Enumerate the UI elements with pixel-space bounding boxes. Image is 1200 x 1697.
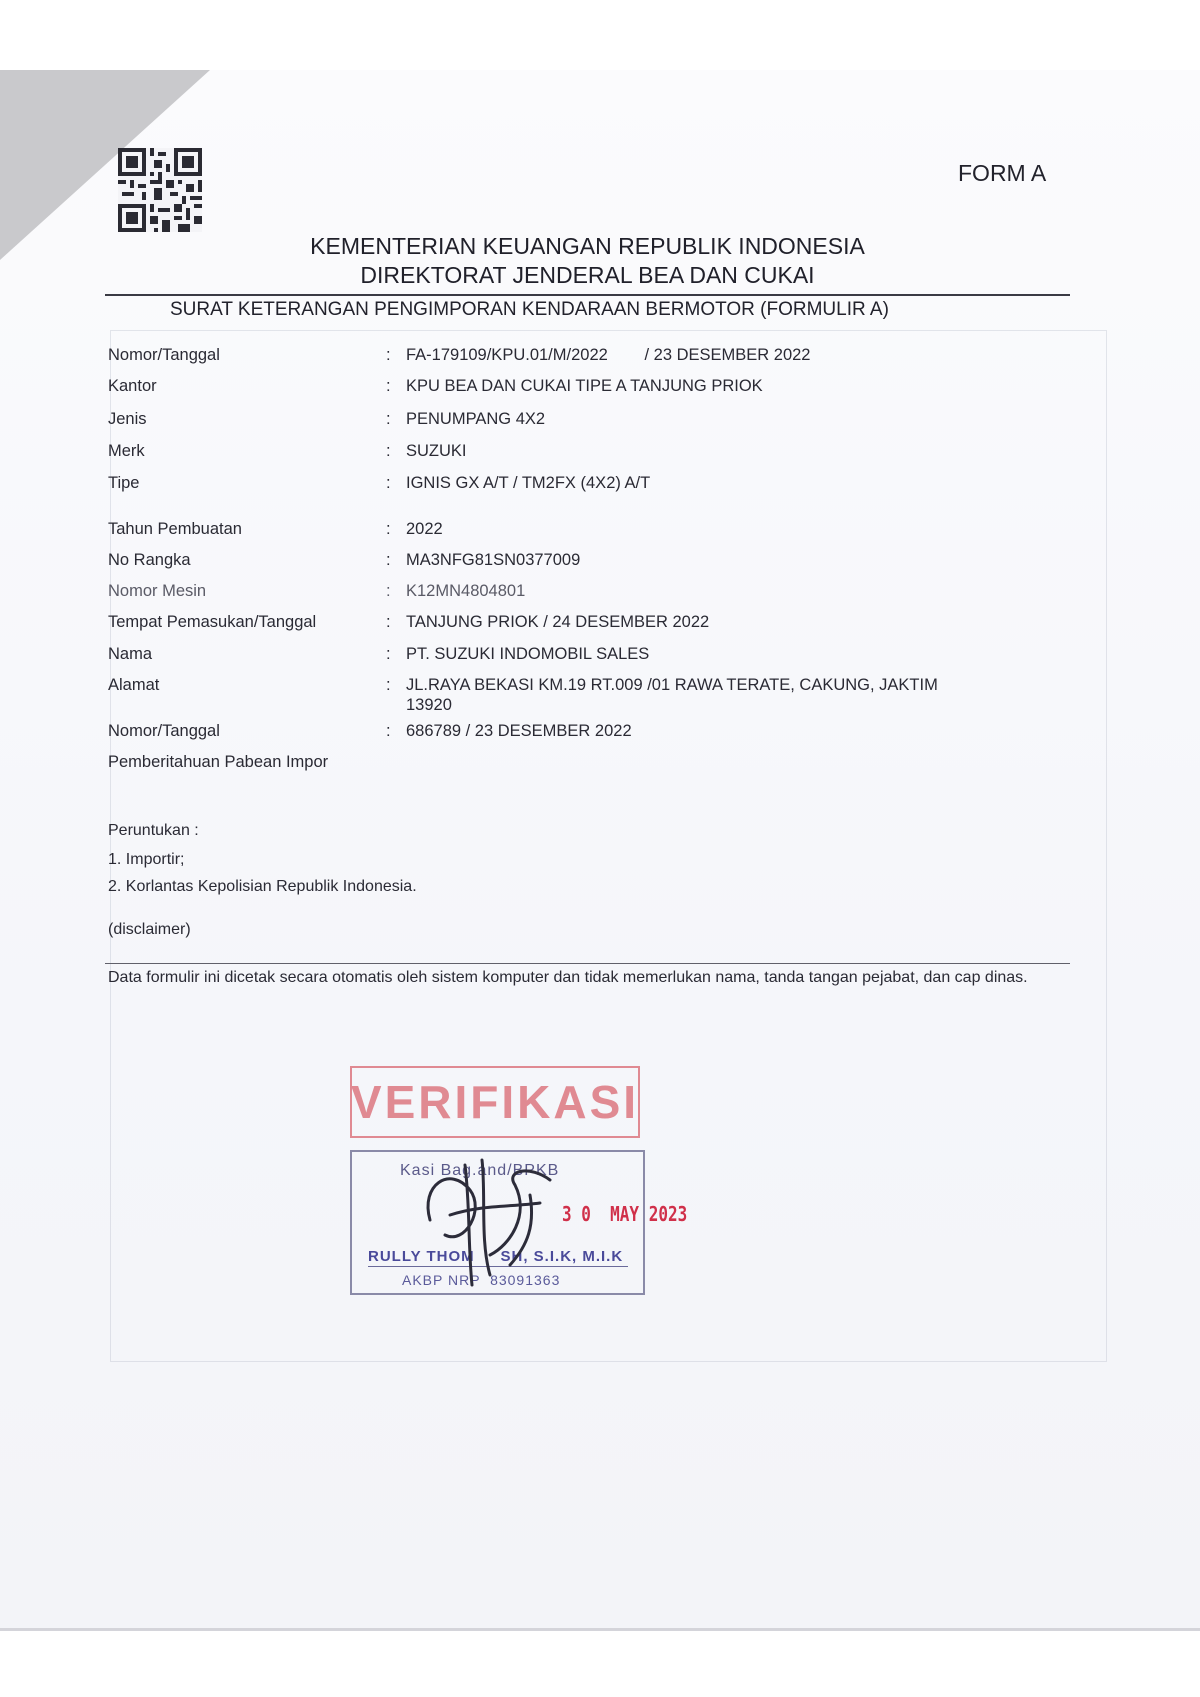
disclaimer-label: (disclaimer) xyxy=(108,921,191,938)
field-value: PT. SUZUKI INDOMOBIL SALES xyxy=(406,645,650,663)
field-label: Tempat Pemasukan/Tanggal xyxy=(108,613,317,631)
ministry-heading: KEMENTERIAN KEUANGAN REPUBLIK INDONESIA xyxy=(310,233,865,259)
field-value: FA-179109/KPU.01/M/2022 / 23 DESEMBER 2022 xyxy=(406,346,811,364)
field-value: JL.RAYA BEKASI KM.19 RT.009 /01 RAWA TERATE, CAKUNG, JAKTIM xyxy=(406,676,938,694)
verification-stamp: VERIFIKASI xyxy=(350,1066,640,1138)
handwritten-signature-icon xyxy=(410,1145,570,1295)
purpose-heading: Peruntukan : xyxy=(108,822,199,839)
field-value: SUZUKI xyxy=(406,442,467,460)
form-id-label: FORM A xyxy=(958,160,1047,186)
qr-code-icon xyxy=(118,148,202,232)
field-value: TANJUNG PRIOK / 24 DESEMBER 2022 xyxy=(406,613,710,631)
field-label: Nomor/Tanggal xyxy=(108,346,220,364)
field-label: Nama xyxy=(108,645,153,663)
document-title: SURAT KETERANGAN PENGIMPORAN KENDARAAN BERMOTOR (FORMULIR A) xyxy=(170,299,889,320)
field-label: Jenis xyxy=(108,410,147,428)
stamp-rank-nrp: AKBP NRP 83091363 xyxy=(402,1272,561,1288)
field-label: Tipe xyxy=(108,474,140,492)
field-label: Nomor Mesin xyxy=(108,582,207,600)
field-label: Kantor xyxy=(108,377,157,395)
field-value-continued: 13920 xyxy=(406,696,452,714)
stamp-date: 3 0 MAY 2023 xyxy=(562,1202,688,1226)
field-value: 686789 / 23 DESEMBER 2022 xyxy=(406,722,632,740)
disclaimer-divider xyxy=(105,963,1070,964)
disclaimer-text: Data formulir ini dicetak secara otomatis oleh sistem komputer dan tidak memerlukan nama, tanda tangan pejabat, dan cap dinas. xyxy=(108,969,1028,986)
field-label: No Rangka xyxy=(108,551,191,569)
purpose-item: 1. Importir; xyxy=(108,851,185,868)
purpose-item: 2. Korlantas Kepolisian Republik Indonesia. xyxy=(108,878,417,895)
field-label: Alamat xyxy=(108,676,160,694)
stamp-officer-name: RULLY THOM SH, S.I.K, M.I.K xyxy=(368,1248,624,1265)
stamp-title: Kasi Bag.and/BPKB xyxy=(400,1162,560,1179)
page-edge xyxy=(0,1628,1200,1631)
field-value: PENUMPANG 4X2 xyxy=(406,410,546,428)
header-divider xyxy=(105,294,1070,296)
field-label: Nomor/Tanggal xyxy=(108,722,220,740)
field-value: 2022 xyxy=(406,520,443,538)
field-value: MA3NFG81SN0377009 xyxy=(406,551,581,569)
field-value: K12MN4804801 xyxy=(406,582,526,600)
field-value: KPU BEA DAN CUKAI TIPE A TANJUNG PRIOK xyxy=(406,377,763,395)
directorate-heading: DIREKTORAT JENDERAL BEA DAN CUKAI xyxy=(360,262,815,288)
field-value: IGNIS GX A/T / TM2FX (4X2) A/T xyxy=(406,474,651,492)
field-label: Tahun Pembuatan xyxy=(108,520,242,538)
field-label: Merk xyxy=(108,442,145,460)
